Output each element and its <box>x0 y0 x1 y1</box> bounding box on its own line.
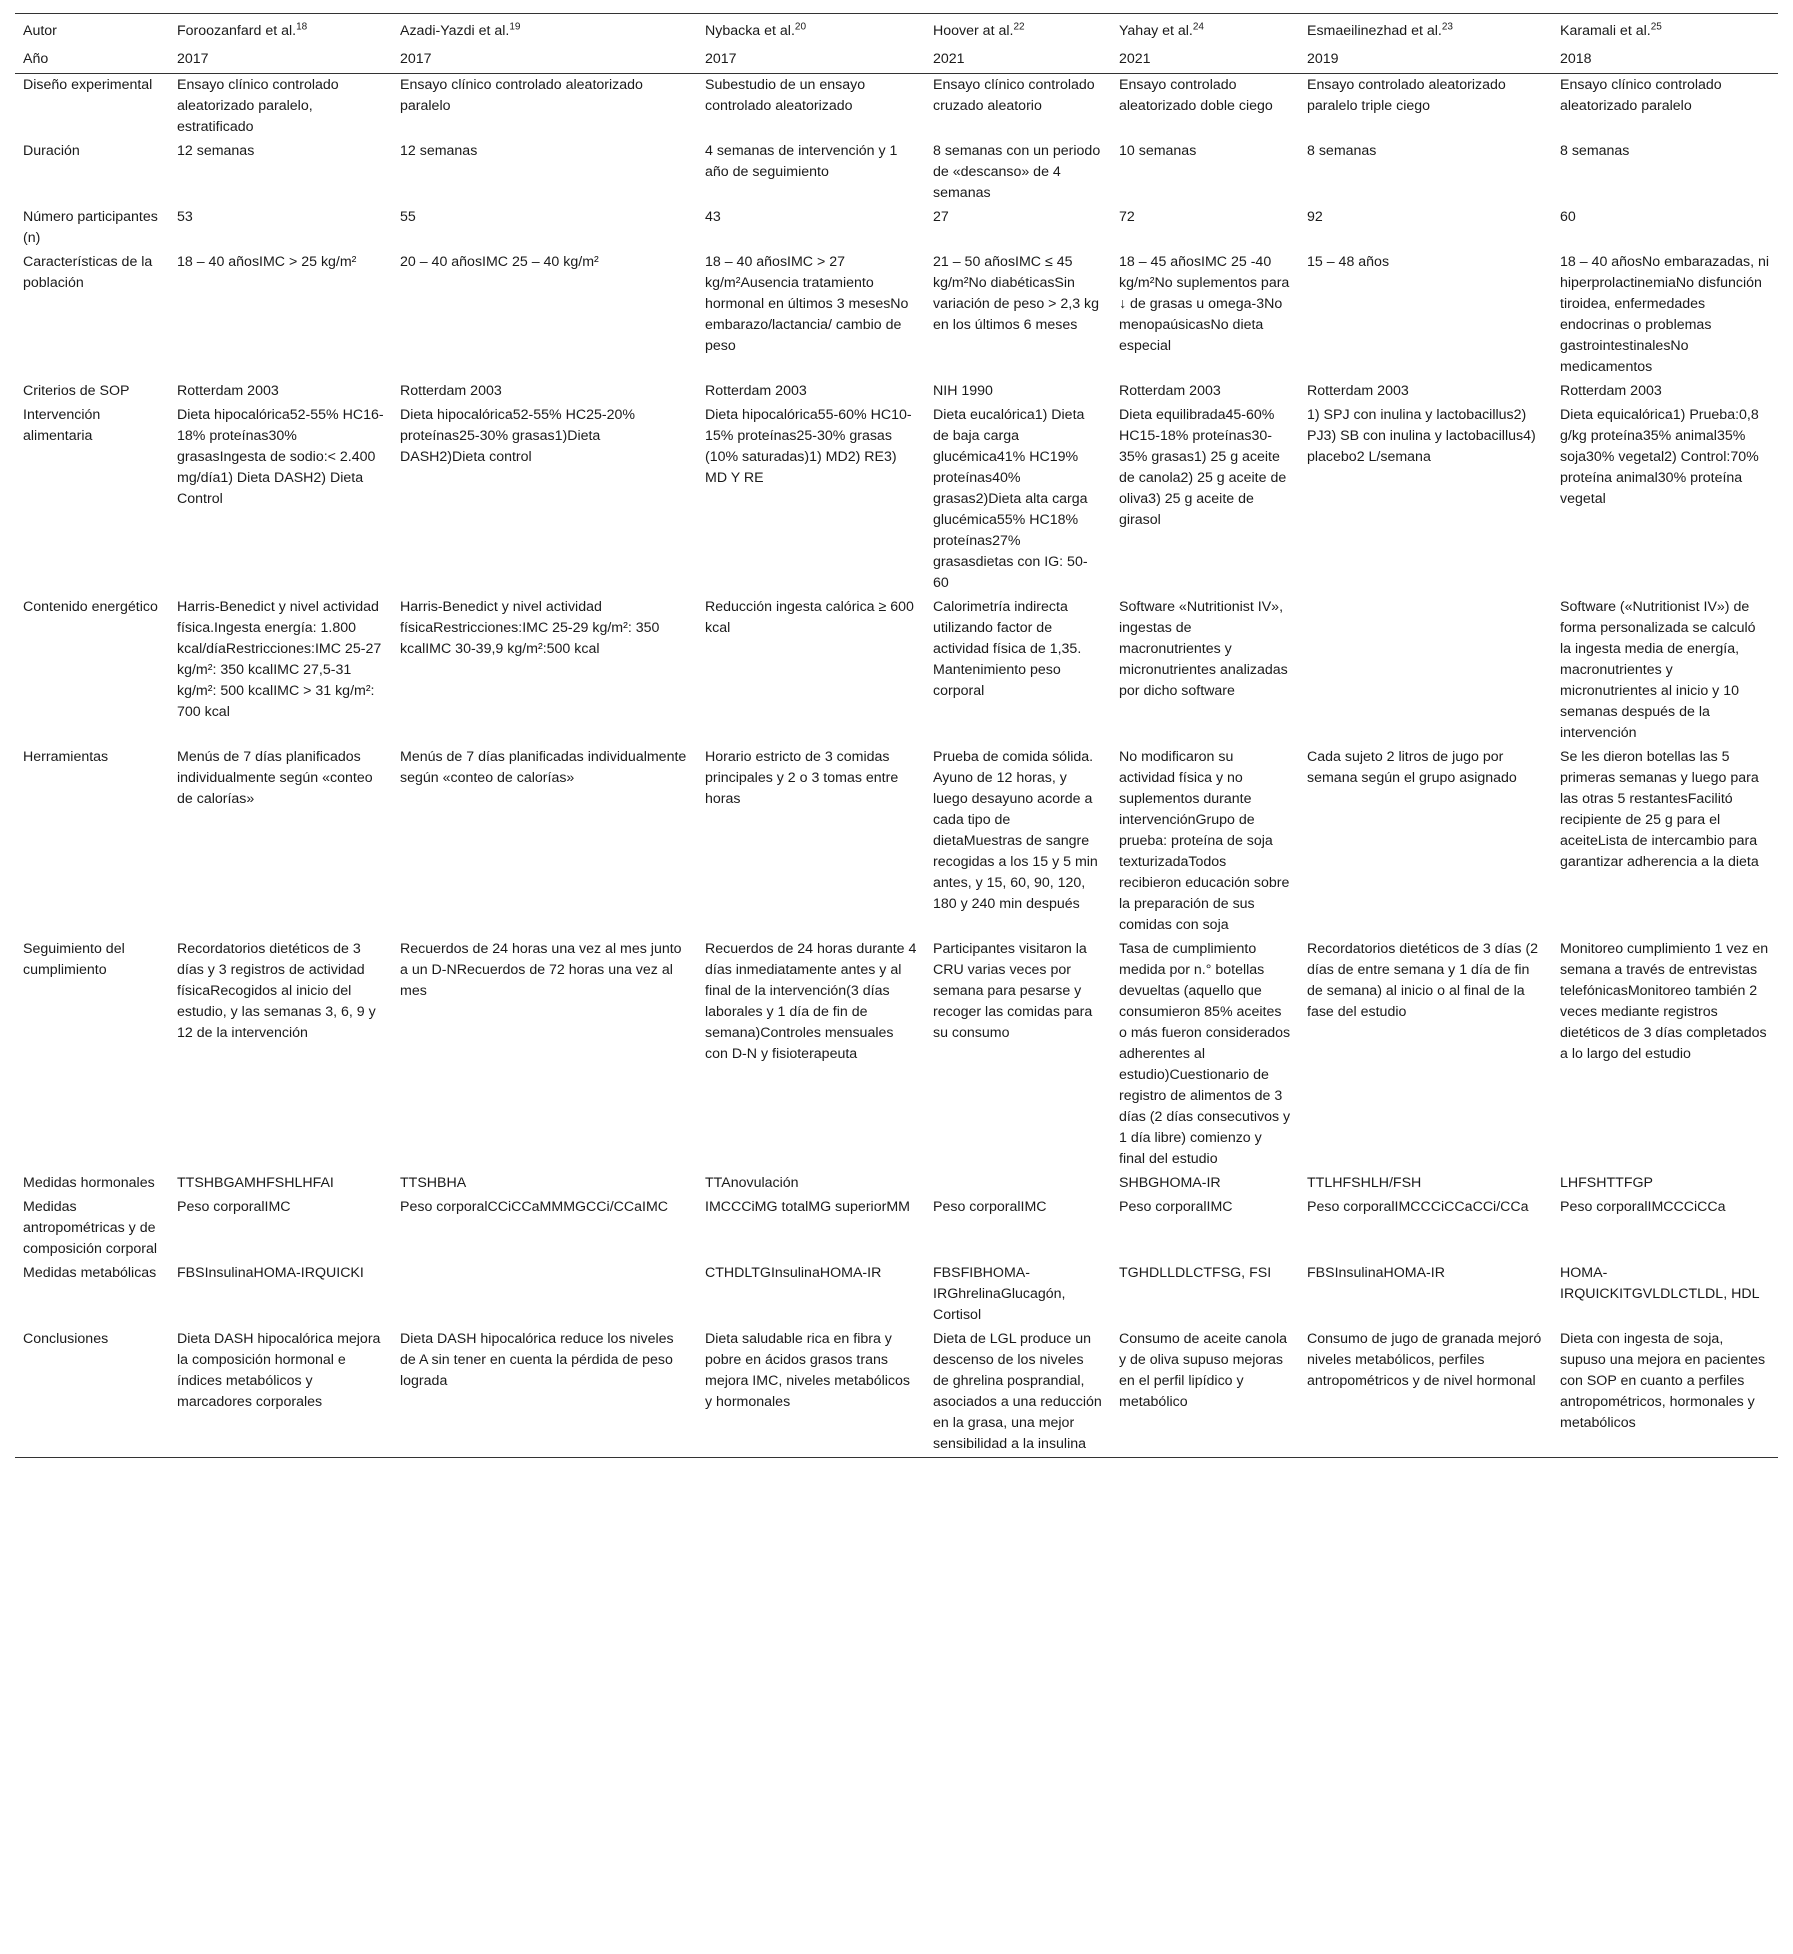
table-cell: Peso corporalIMCCCiCCa <box>1560 1199 1726 1215</box>
table-row <box>15 1172 1778 1196</box>
table-cell: FBSFIBHOMA-IRGhrelinaGlucagón, Cortisol <box>933 1265 1066 1323</box>
table-cell: Dieta DASH hipocalórica mejora la composición hormonal e índices metabólicos y marcadores corporales <box>169 1328 392 1458</box>
table-cell <box>925 1172 1111 1196</box>
table-cell: Ensayo clínico controlado aleatorizado paralelo <box>392 74 697 141</box>
table-cell: Ensayo clínico controlado aleatorizado paralelo <box>1552 74 1778 141</box>
table-row <box>15 206 1778 251</box>
table-cell: Peso corporalIMC <box>177 1199 291 1215</box>
table-cell: Harris-Benedict y nivel actividad física.Ingesta energía: 1.800 kcal/díaRestricciones:IMC 25-27 kg/m²: 350 kcalIMC 27,5-31 kg/m²: 500 kcalIMC > 31 kg/m²: 700 kcal <box>177 599 382 720</box>
row-label: Medidas antropométricas y de composición corporal <box>23 1199 158 1257</box>
table-cell: No modificaron su actividad física y no suplementos durante intervenciónGrupo de prueba: proteína de soja texturizadaTodos recibieron educación sobre la preparación de sus comidas con soja <box>1119 749 1290 933</box>
comparison-table-container <box>15 13 1778 1458</box>
year-cell: 2017 <box>400 51 432 67</box>
table-cell: SHBGHOMA-IR <box>1119 1175 1221 1191</box>
row-label: Contenido energético <box>23 599 158 615</box>
table-cell: Peso corporalIMCCCiCCaCCi/CCa <box>1307 1199 1529 1215</box>
table-cell: 53 <box>177 209 193 225</box>
table-cell: NIH 1990 <box>933 383 993 399</box>
table-cell: Software «Nutritionist IV», ingestas de macronutrientes y micronutrientes analizadas por dicho software <box>1119 599 1288 699</box>
table-cell: 21 – 50 añosIMC ≤ 45 kg/m²No diabéticasSin variación de peso > 2,3 kg en los últimos 6 meses <box>933 254 1100 333</box>
author-cell: Nybacka et al.$^{20}$ <box>697 14 925 44</box>
row-label: Características de la población <box>23 254 153 291</box>
row-label: Medidas hormonales <box>23 1175 155 1191</box>
table-cell: Prueba de comida sólida. Ayuno de 12 horas, y luego desayuno acorde a cada tipo de dietaMuestras de sangre recogidas a los 15 y 5 min antes, y 15, 60, 90, 120, 180 y 240 min después <box>933 749 1098 912</box>
table-row <box>15 404 1778 596</box>
table-cell: Dieta hipocalórica52-55% HC25-20% proteínas25-30% grasas1)Dieta DASH2)Dieta control <box>400 407 636 465</box>
table-cell: Ensayo clínico controlado cruzado aleatorio <box>925 74 1111 141</box>
table-cell: 43 <box>705 209 721 225</box>
table-cell: Rotterdam 2003 <box>705 383 807 399</box>
author-cell: Hoover at al.$^{22}$ <box>925 14 1111 44</box>
row-label: Medidas metabólicas <box>23 1265 157 1281</box>
table-cell: 18 – 40 añosIMC > 25 kg/m² <box>177 254 357 270</box>
table-cell: Rotterdam 2003 <box>1119 383 1221 399</box>
table-cell: 4 semanas de intervención y 1 año de seguimiento <box>705 143 898 180</box>
table-cell: Dieta eucalórica1) Dieta de baja carga glucémica41% HC19% proteínas40% grasas2)Dieta alta carga glucémica55% HC18% proteínas27% grasasdietas con IG: 50-60 <box>933 407 1088 591</box>
table-cell: Harris-Benedict y nivel actividad físicaRestricciones:IMC 25-29 kg/m²: 350 kcalIMC 30-39,9 kg/m²:500 kcal <box>400 599 660 657</box>
table-cell: 1) SPJ con inulina y lactobacillus2) PJ3) SB con inulina y lactobacillus4) placebo2 L/semana <box>1307 407 1536 465</box>
table-cell: Rotterdam 2003 <box>400 383 502 399</box>
table-cell: 18 – 40 añosIMC > 27 kg/m²Ausencia tratamiento hormonal en últimos 3 mesesNo embarazo/lactancia/ cambio de peso <box>705 254 909 354</box>
table-cell: Rotterdam 2003 <box>177 383 279 399</box>
table-cell: Recuerdos de 24 horas una vez al mes junto a un D-NRecuerdos de 72 horas una vez al mes <box>400 941 682 999</box>
table-cell: Ensayo controlado aleatorizado paralelo triple ciego <box>1299 74 1552 141</box>
table-row <box>15 74 1778 141</box>
table-cell: Monitoreo cumplimiento 1 vez en semana a través de entrevistas telefónicasMonitoreo también 2 veces mediante registros dietéticos de 3 días completados a lo largo del estudio <box>1560 941 1769 1062</box>
table-cell: 8 semanas <box>1560 143 1630 159</box>
table-cell: Calorimetría indirecta utilizando factor de actividad física de 1,35. Mantenimiento peso corporal <box>933 599 1082 699</box>
author-cell: Foroozanfard et al.$^{18}$ <box>169 14 392 44</box>
row-label: Criterios de SOP <box>23 383 130 399</box>
table-cell: 60 <box>1560 209 1576 225</box>
table-row <box>15 1196 1778 1262</box>
table-cell: Cada sujeto 2 litros de jugo por semana según el grupo asignado <box>1307 749 1517 786</box>
table-cell: Ensayo clínico controlado aleatorizado paralelo, estratificado <box>169 74 392 141</box>
table-body <box>15 74 1778 1458</box>
table-cell: Peso corporalIMC <box>1119 1199 1233 1215</box>
table-cell: Rotterdam 2003 <box>1307 383 1409 399</box>
table-cell: Dieta de LGL produce un descenso de los niveles de ghrelina posprandial, asociados a una reducción en la grasa, una mejor sensibilidad a la insulina <box>925 1328 1111 1458</box>
author-cell: Esmaeilinezhad et al.$^{23}$ <box>1299 14 1552 44</box>
table-cell <box>1299 596 1552 746</box>
author-cell: Azadi-Yazdi et al.$^{19}$ <box>392 14 697 44</box>
table-cell: Recordatorios dietéticos de 3 días (2 días de entre semana y 1 día de fin de semana) al inicio o al final de la fase del estudio <box>1307 941 1539 1020</box>
row-label: Diseño experimental <box>15 74 169 141</box>
table-cell: CTHDLTGInsulinaHOMA-IR <box>705 1265 882 1281</box>
table-cell: Menús de 7 días planificadas individualmente según «conteo de calorías» <box>400 749 687 786</box>
row-label: Número participantes (n) <box>23 209 158 246</box>
year-cell: 2017 <box>177 51 209 67</box>
table-cell: Menús de 7 días planificados individualmente según «conteo de calorías» <box>177 749 373 807</box>
table-cell: Peso corporalIMC <box>933 1199 1047 1215</box>
year-cell: 2021 <box>1119 51 1151 67</box>
table-cell: TTAnovulación <box>705 1175 799 1191</box>
table-cell: Subestudio de un ensayo controlado aleatorizado <box>697 74 925 141</box>
table-cell: 20 – 40 añosIMC 25 – 40 kg/m² <box>400 254 599 270</box>
table-row <box>15 1328 1778 1458</box>
table-cell: Peso corporalCCiCCaMMMGCCi/CCaIMC <box>400 1199 669 1215</box>
table-cell: 10 semanas <box>1119 143 1197 159</box>
table-cell: Participantes visitaron la CRU varias veces por semana para pesarse y recoger las comidas para su consumo <box>933 941 1093 1041</box>
table-cell: TTSHBHA <box>400 1175 467 1191</box>
table-cell: 18 – 45 añosIMC 25 -40 kg/m²No suplementos para ↓ de grasas u omega-3No menopaúsicasNo dieta especial <box>1119 254 1290 354</box>
table-cell: 12 semanas <box>177 143 255 159</box>
table-cell: Dieta equicalórica1) Prueba:0,8 g/kg proteína35% animal35% soja30% vegetal2) Control:70% proteína animal30% proteína vegetal <box>1560 407 1759 507</box>
table-cell: HOMA-IRQUICKITGVLDLCTLDL, HDL <box>1560 1265 1760 1302</box>
table-row <box>15 1262 1778 1328</box>
author-cell: Karamali et al.$^{25}$ <box>1552 14 1778 44</box>
year-label: Año <box>23 51 49 67</box>
table-cell: Dieta con ingesta de soja, supuso una mejora en pacientes con SOP en cuanto a perfiles antropométricos, hormonales y metabólicos <box>1552 1328 1778 1458</box>
table-row <box>15 938 1778 1172</box>
table-cell: Horario estricto de 3 comidas principales y 2 o 3 tomas entre horas <box>705 749 899 807</box>
table-cell: 18 – 40 añosNo embarazadas, ni hiperprolactinemiaNo disfunción tiroidea, enfermedades endocrinas o problemas gastrointestinalesNo medicamentos <box>1560 254 1770 375</box>
table-cell: FBSInsulinaHOMA-IR <box>1307 1265 1445 1281</box>
table-cell: IMCCCiMG totalMG superiorMM <box>705 1199 910 1215</box>
table-cell: 72 <box>1119 209 1135 225</box>
table-cell: 27 <box>933 209 949 225</box>
table-row <box>15 596 1778 746</box>
table-row <box>15 746 1778 938</box>
table-cell: Dieta DASH hipocalórica reduce los niveles de A sin tener en cuenta la pérdida de peso lograda <box>392 1328 697 1458</box>
row-label: Duración <box>23 143 80 159</box>
table-cell: Consumo de jugo de granada mejoró niveles metabólicos, perfiles antropométricos y de nivel hormonal <box>1299 1328 1552 1458</box>
table-cell: 12 semanas <box>400 143 478 159</box>
table-cell: TTLHFSHLH/FSH <box>1307 1175 1422 1191</box>
table-cell: Ensayo controlado aleatorizado doble ciego <box>1111 74 1299 141</box>
author-cell: Yahay et al.$^{24}$ <box>1111 14 1299 44</box>
table-row <box>15 251 1778 380</box>
table-cell: 15 – 48 años <box>1307 254 1390 270</box>
header-row <box>15 14 1778 44</box>
table-cell: Dieta hipocalórica52-55% HC16-18% proteínas30% grasasIngesta de sodio:< 2.400 mg/día1) Dieta DASH2) Dieta Control <box>177 407 384 507</box>
row-label: Herramientas <box>23 749 109 765</box>
header-label: Autor <box>15 14 169 44</box>
table-cell: Consumo de aceite canola y de oliva supuso mejoras en el perfil lipídico y metabólico <box>1111 1328 1299 1458</box>
table-cell: LHFSHTTFGP <box>1560 1175 1654 1191</box>
table-cell: 92 <box>1307 209 1323 225</box>
table-cell: Dieta saludable rica en fibra y pobre en ácidos grasos trans mejora IMC, niveles metabólicos y hormonales <box>697 1328 925 1458</box>
table-cell: Recordatorios dietéticos de 3 días y 3 registros de actividad físicaRecogidos al inicio del estudio, y las semanas 3, 6, 9 y 12 de la intervención <box>177 941 376 1041</box>
table-cell: Software («Nutritionist IV») de forma personalizada se calculó la ingesta media de energía, macronutrientes y micronutrientes al inicio y 10 semanas después de la intervención <box>1560 599 1756 741</box>
year-cell: 2018 <box>1560 51 1592 67</box>
year-cell: 2021 <box>933 51 965 67</box>
year-cell: 2017 <box>705 51 737 67</box>
table-row <box>15 140 1778 206</box>
table-row <box>15 380 1778 404</box>
row-label: Intervención alimentaria <box>23 407 101 444</box>
table-cell: Se les dieron botellas las 5 primeras semanas y luego para las otras 5 restantesFacilitó recipiente de 25 g para el aceiteLista de intercambio para garantizar adherencia a la dieta <box>1560 749 1759 870</box>
row-label: Conclusiones <box>15 1328 169 1458</box>
table-cell: 55 <box>400 209 416 225</box>
studies-comparison-table <box>15 13 1778 1458</box>
year-row <box>15 43 1778 74</box>
table-cell: 8 semanas <box>1307 143 1377 159</box>
table-cell: TTSHBGAMHFSHLHFAI <box>177 1175 334 1191</box>
table-cell: FBSInsulinaHOMA-IRQUICKI <box>177 1265 364 1281</box>
year-cell: 2019 <box>1307 51 1339 67</box>
table-cell: Reducción ingesta calórica ≥ 600 kcal <box>705 599 914 636</box>
table-cell: Dieta equilibrada45-60% HC15-18% proteínas30-35% grasas1) 25 g aceite de canola2) 25 g aceite de oliva3) 25 g aceite de girasol <box>1119 407 1287 528</box>
table-cell: Tasa de cumplimiento medida por n.° botellas devueltas (aquello que consumieron 85% aceites o más fueron considerados adherentes al estudio)Cuestionario de registro de alimentos de 3 días (2 días consecutivos y 1 día libre) comienzo y final del estudio <box>1119 941 1291 1167</box>
row-label: Seguimiento del cumplimiento <box>23 941 125 978</box>
table-cell: 8 semanas con un periodo de «descanso» de 4 semanas <box>933 143 1101 201</box>
table-cell <box>392 1262 697 1328</box>
table-cell: Rotterdam 2003 <box>1560 383 1662 399</box>
table-cell: TGHDLLDLCTFSG, FSI <box>1119 1265 1272 1281</box>
table-cell: Dieta hipocalórica55-60% HC10-15% proteínas25-30% grasas (10% saturadas)1) MD2) RE3) MD Y RE <box>705 407 912 486</box>
table-cell: Recuerdos de 24 horas durante 4 días inmediatamente antes y al final de la intervención(3 días laborales y 1 día de fin de semana)Controles mensuales con D-N y fisioterapeuta <box>705 941 917 1062</box>
